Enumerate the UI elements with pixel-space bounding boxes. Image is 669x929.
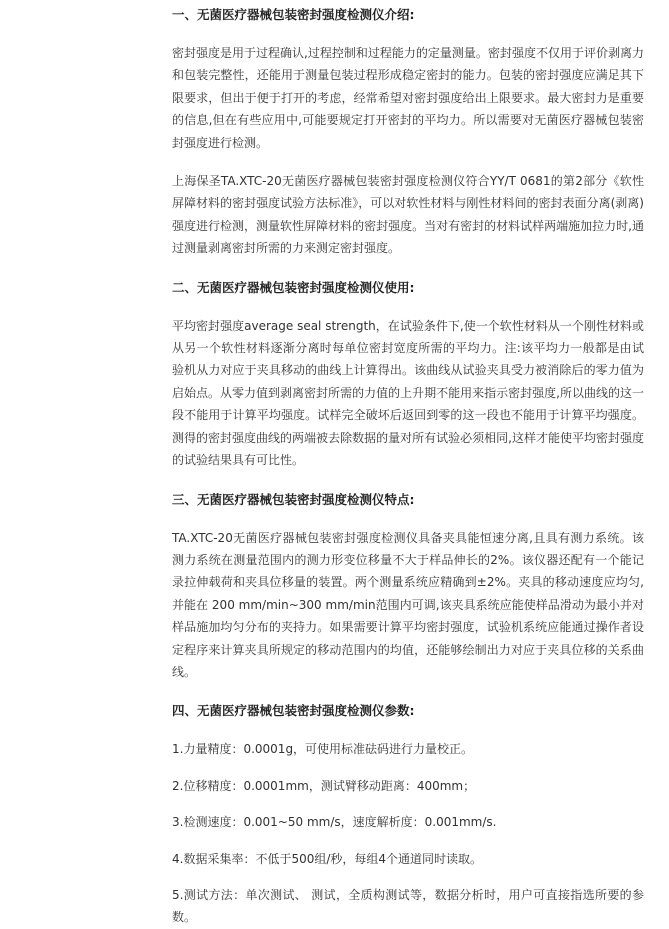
features-paragraph: TA.XTC-20无菌医疗器械包装密封强度检测仪具备夹具能恒速分离,且具有测力系统。该测力系统在测量范围内的测力形变位移量不大于样品伸长的2%。该仪器还配有一个能记录拉伸载荷和夹具位移量的装置。两个测量系统应精确到±2%。夹具的移动速度应均匀,并能在 200 mm/min~300 mm/min范围内可调,该夹具系统应能使样品滑动为最小并对样品施加均匀分布的夹持力。如果需要计算平均密封强度，试验机系统应能通过操作者设定程序来计算夹具所规定的移动范围内的均值，还能够绘制出力对应于夹具位移的关系曲线。 [172,530,644,679]
intro-paragraph-1: 密封强度是用于过程确认,过程控制和过程能力的定量测量。密封强度不仅用于评价剥离力和包装完整性，还能用于测量包装过程形成稳定密封的能力。包装的密封强度应满足其下限要求，但出于便于打开的考虑，经常希望对密封强度给出上限要求。最大密封力是重要的信息,但在有些应用中,可能要规定打开密封的平均力。所以需要对无菌医疗器械包装密封强度进行检测。 [172,46,644,150]
usage-paragraph: 平均密封强度average seal strength，在试验条件下,使一个软性材料从一个刚性材料或从另一个软性材料逐渐分离时每单位密封宽度所需的平均力。注:该平均力一般都是由试验机从力对应于夹具移动的曲线上计算得出。该曲线从试验夹具受力被消除后的零力值为启始点。从零力值到剥离密封所需的力值的上升期不能用来指示密封强度,所以曲线的这一段不能用于计算平均强度。试样完全破坏后返回到零的这一段也不能用于计算平均强度。测得的密封强度曲线的两端被去除数据的量对所有试验必须相同,这样才能使平均密封强度的试验结果具有可比性。 [172,318,644,468]
param-item-displacement: 2.位移精度：0.0001mm，测试臂移动距离：400mm； [172,778,476,793]
section-heading-features: 三、无菌医疗器械包装密封强度检测仪特点: [172,491,415,507]
section-heading-params: 四、无菌医疗器械包装密封强度检测仪参数: [172,703,415,719]
section-heading-intro: 一、无菌医疗器械包装密封强度检测仪介绍: [172,7,415,22]
section-heading-usage: 二、无菌医疗器械包装密封强度检测仪使用: [172,279,415,295]
param-item-sampling-rate: 4.数据采集率：不低于500组/秒，每组4个通道同时读取。 [172,851,483,866]
param-item-test-method: 5.测试方法：单次测试、 测试，全质构测试等，数据分析时，用户可直接指选所要的参数。 [172,887,644,925]
param-item-speed: 3.检测速度：0.001~50 mm/s，速度解析度：0.001mm/s. [172,815,497,830]
param-item-force-precision: 1.力量精度：0.0001g，可使用标准砝码进行力量校正。 [172,742,474,757]
intro-paragraph-2: 上海保圣TA.XTC-20无菌医疗器械包装密封强度检测仪符合YY/T 0681的第2部分《软性屏障材料的密封强度试验方法标准》，可以对软性材料与刚性材料间的密封表面分离(剥离)强度进行检测，测量软性屏障材料的密封强度。当对有密封的材料试样两端施加拉力时,通过测量剥离密封所需的力来测定密封强度。 [172,174,644,256]
article-body [172,0,644,929]
